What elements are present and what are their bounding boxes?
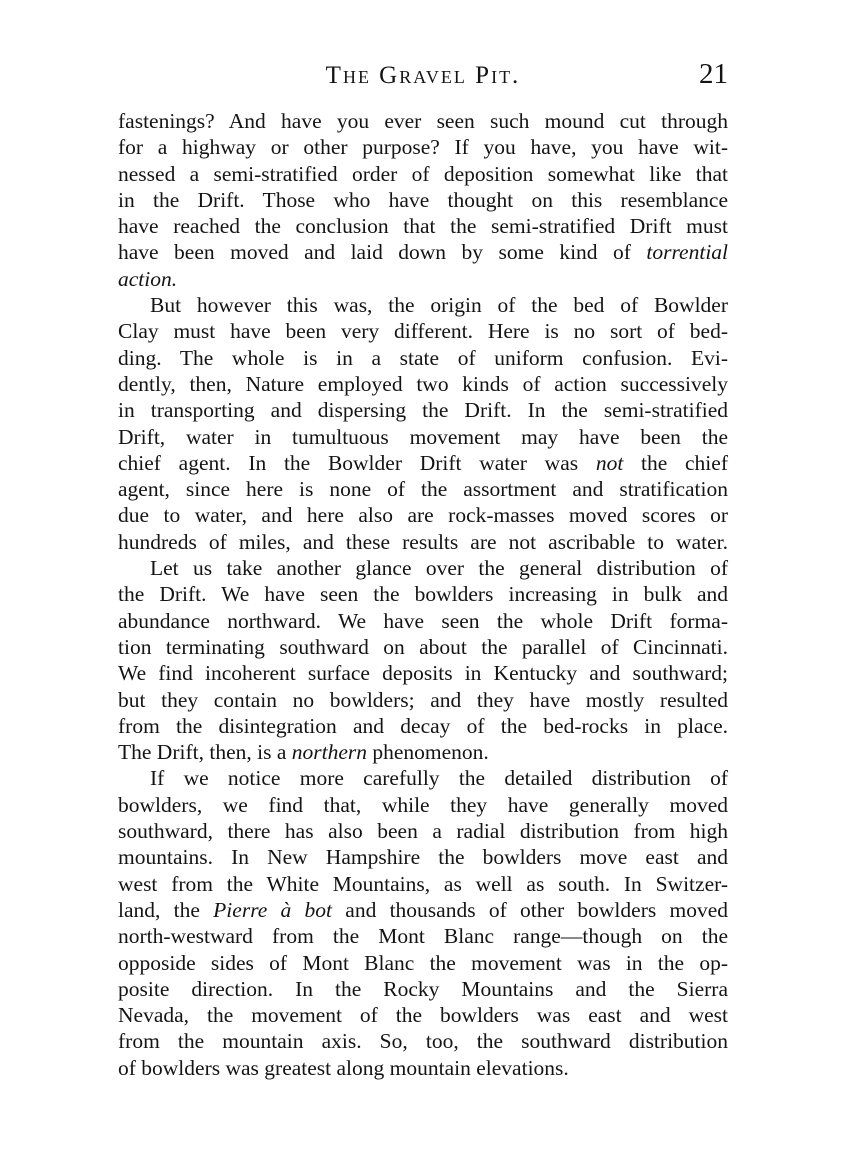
text-line: but they contain no bowlders; and they have mostly resulted [118, 687, 728, 712]
text-line: west from the White Mountains, as well as south. In Switzer- [118, 871, 728, 896]
paragraph-4 [118, 765, 728, 1081]
text-line: We find incoherent surface deposits in Kentucky and southward; [118, 661, 728, 686]
text-line: If we notice more carefully the detailed distribution of [150, 766, 728, 791]
body-text [118, 108, 728, 1081]
italic-term: action. [118, 266, 178, 291]
text-line [118, 739, 728, 765]
text-line: Let us take another glance over the general distribution of [150, 556, 728, 581]
text-line: abundance northward. We have seen the whole Drift forma- [118, 608, 728, 633]
italic-term: Pierre à bot [213, 897, 333, 922]
text-line: Nevada, the movement of the bowlders was east and west [118, 1003, 728, 1028]
text-line: in transporting and dispersing the Drift. In the semi-stratified [118, 398, 728, 423]
text-line: tion terminating southward on about the parallel of Cincinnati. [118, 634, 728, 659]
text-line: agent, since here is none of the assortment and stratification [118, 477, 728, 502]
text-line: bowlders, we find that, while they have generally moved [118, 792, 728, 817]
text-line: the Drift. We have seen the bowlders increasing in bulk and [118, 582, 728, 607]
text-run: have been moved and laid down by some kind of [118, 240, 631, 265]
text-run: phenomenon. [372, 740, 489, 765]
text-line: have reached the conclusion that the semi-stratified Drift must [118, 214, 728, 239]
text-line: due to water, and here also are rock-masses moved scores or [118, 503, 728, 528]
text-line: dently, then, Nature employed two kinds of action successively [118, 371, 728, 396]
paragraph-3 [118, 555, 728, 765]
text-line: mountains. In New Hampshire the bowlders move east and [118, 845, 728, 870]
text-line: opposide sides of Mont Blanc the movement was in the op- [118, 950, 728, 975]
text-line: ding. The whole is in a state of uniform confusion. Evi- [118, 345, 728, 370]
text-line: north-westward from the Mont Blanc range—though on the [118, 924, 728, 949]
text-line [118, 266, 728, 292]
paragraph-2 [118, 292, 728, 555]
text-run: and thousands of other bowlders moved [345, 897, 728, 922]
text-line: But however this was, the origin of the bed of Bowlder [150, 293, 728, 318]
italic-term: northern [291, 740, 367, 765]
text-line [118, 239, 728, 265]
text-line: from the mountain axis. So, too, the southward distribution [118, 1029, 728, 1054]
text-line: Clay must have been very different. Here is no sort of bed- [118, 319, 728, 344]
text-line: posite direction. In the Rocky Mountains and the Sierra [118, 976, 728, 1001]
text-run: The Drift, then, is a [118, 740, 287, 765]
text-line [118, 897, 728, 923]
italic-term: torrential [646, 240, 729, 265]
running-head [118, 58, 728, 98]
text-line: Drift, water in tumultuous movement may have been the [118, 424, 728, 449]
running-title: The Gravel Pit. [325, 62, 521, 89]
text-run: chief agent. In the Bowlder Drift water was [118, 450, 579, 475]
text-run: the chief [641, 450, 728, 475]
text-run: land, the [118, 897, 200, 922]
text-line: of bowlders was greatest along mountain elevations. [118, 1055, 569, 1080]
book-page [118, 58, 728, 1081]
page-number: 21 [699, 58, 728, 90]
text-line [118, 450, 728, 476]
text-line: hundreds of miles, and these results are not ascribable to water. [118, 529, 728, 554]
text-line: for a highway or other purpose? If you have, you have wit- [118, 135, 728, 160]
text-line: nessed a semi-stratified order of deposition somewhat like that [118, 161, 728, 186]
italic-term: not [595, 450, 624, 475]
text-line: from the disintegration and decay of the bed-rocks in place. [118, 713, 728, 738]
text-line: in the Drift. Those who have thought on this resemblance [118, 187, 728, 212]
text-line: southward, there has also been a radial distribution from high [118, 819, 728, 844]
paragraph-1 [118, 108, 728, 292]
text-line: fastenings? And have you ever seen such mound cut through [118, 109, 728, 133]
